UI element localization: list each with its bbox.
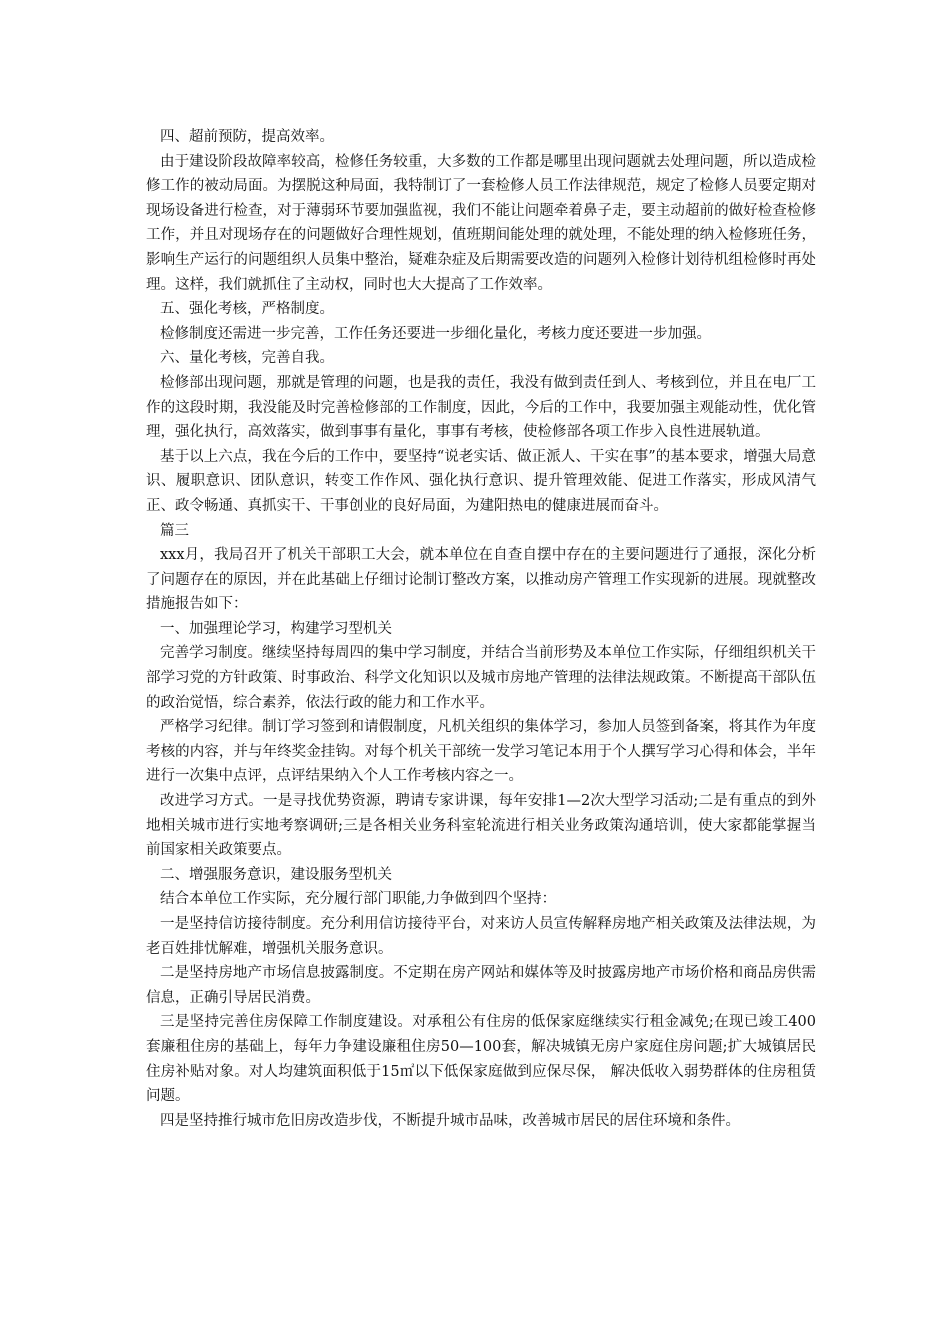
part-title: 篇三 <box>160 522 189 539</box>
section-heading-6: 六、量化考核，完善自我。 <box>160 350 334 367</box>
paragraph: 检修部出现问题，那就是管理的问题，也是我的责任，我没有做到责任到人、考核到位，并且在电厂工作的这段时期，我没能及时完善检修部的工作制度，因此，今后的工作中，我要加强主观能动性，优化管理，强化执行，高效落实，做到事事有量化，事事有考核，使检修部各项工作步入良性进展轨道。 <box>146 374 816 441</box>
paragraph: 基于以上六点，我在今后的工作中，要坚持“说老实话、做正派人、干实在事”的基本要求，增强大局意识、履职意识、团队意识，转变工作作风、强化执行意识、提升管理效能、促进工作落实，形成风清气正、政令畅通、真抓实干、干事创业的良好局面，为建阳热电的健康进展而奋斗。 <box>146 448 816 514</box>
paragraph: 结合本单位工作实际，充分履行部门职能,力争做到四个坚持： <box>160 891 557 908</box>
paragraph: 由于建设阶段故障率较高，检修任务较重，大多数的工作都是哪里出现问题就去处理问题，所以造成检修工作的被动局面。为摆脱这种局面，我特制订了一套检修人员工作法律规范，规定了检修人员要定期对现场设备进行检查，对于薄弱环节要加强监视，我们不能让问题牵着鼻子走，要主动超前的做好检查检修工作，并且对现场存在的问题做好合理性规划，值班期间能处理的就处理，不能处理的纳入检修班任务，影响生产运行的问题组织人员集中整治，疑难杂症及后期需要改造的问题列入检修计划待机组检修时再处理。这样，我们就抓住了主动权，同时也大大提高了工作效率。 <box>146 153 816 293</box>
section-heading-4: 四、超前预防，提高效率。 <box>160 129 334 145</box>
paragraph: 二是坚持房地产市场信息披露制度。不定期在房产网站和媒体等及时披露房地产市场价格和商品房供需信息，正确引导居民消费。 <box>146 965 816 1006</box>
paragraph: 检修制度还需进一步完善，工作任务还要进一步细化量化，考核力度还要进一步加强。 <box>160 325 711 342</box>
paragraph: 四是坚持推行城市危旧房改造步伐，不断提升城市品味，改善城市居民的居住环境和条件。 <box>160 1112 740 1129</box>
document-body <box>146 125 816 1133</box>
section-heading-1: 一、加强理论学习，构建学习型机关 <box>160 620 392 637</box>
section-heading-2: 二、增强服务意识，建设服务型机关 <box>160 866 392 883</box>
paragraph: 完善学习制度。继续坚持每周四的集中学习制度，并结合当前形势及本单位工作实际，仔细组织机关干部学习党的方针政策、时事政治、科学文化知识以及城市房地产管理的法律法规政策。不断提高干部队伍的政治觉悟，综合素养，依法行政的能力和工作水平。 <box>146 645 816 711</box>
paragraph: 严格学习纪律。制订学习签到和请假制度，凡机关组织的集体学习，参加人员签到备案，将其作为年度考核的内容，并与年终奖金挂钩。对每个机关干部统一发学习笔记本用于个人撰写学习心得和体会，半年进行一次集中点评，点评结果纳入个人工作考核内容之一。 <box>146 719 816 785</box>
paragraph: 三是坚持完善住房保障工作制度建设。对承租公有住房的低保家庭继续实行租金减免;在现已竣工400套廉租住房的基础上，每年力争建设廉租住房50—100套，解决城镇无房户家庭住房问题;扩大城镇居民住房补贴对象。对人均建筑面积低于15㎡以下低保家庭做到应保尽保， 解决低收入弱势群体的住房租赁问题。 <box>146 1014 816 1105</box>
section-heading-5: 五、强化考核，严格制度。 <box>160 301 334 318</box>
paragraph: xxx月，我局召开了机关干部职工大会，就本单位在自查自摆中存在的主要问题进行了通报，深化分析了问题存在的原因，并在此基础上仔细讨论制订整改方案，以推动房产管理工作实现新的进展。现就整改措施报告如下： <box>146 547 816 613</box>
paragraph: 一是坚持信访接待制度。充分利用信访接待平台，对来访人员宣传解释房地产相关政策及法律法规，为老百姓排忧解难，增强机关服务意识。 <box>146 916 816 957</box>
paragraph: 改进学习方式。一是寻找优势资源，聘请专家讲课，每年安排1—2次大型学习活动;二是有重点的到外地相关城市进行实地考察调研;三是各相关业务科室轮流进行相关业务政策沟通培训，使大家都能掌握当前国家相关政策要点。 <box>146 793 816 859</box>
